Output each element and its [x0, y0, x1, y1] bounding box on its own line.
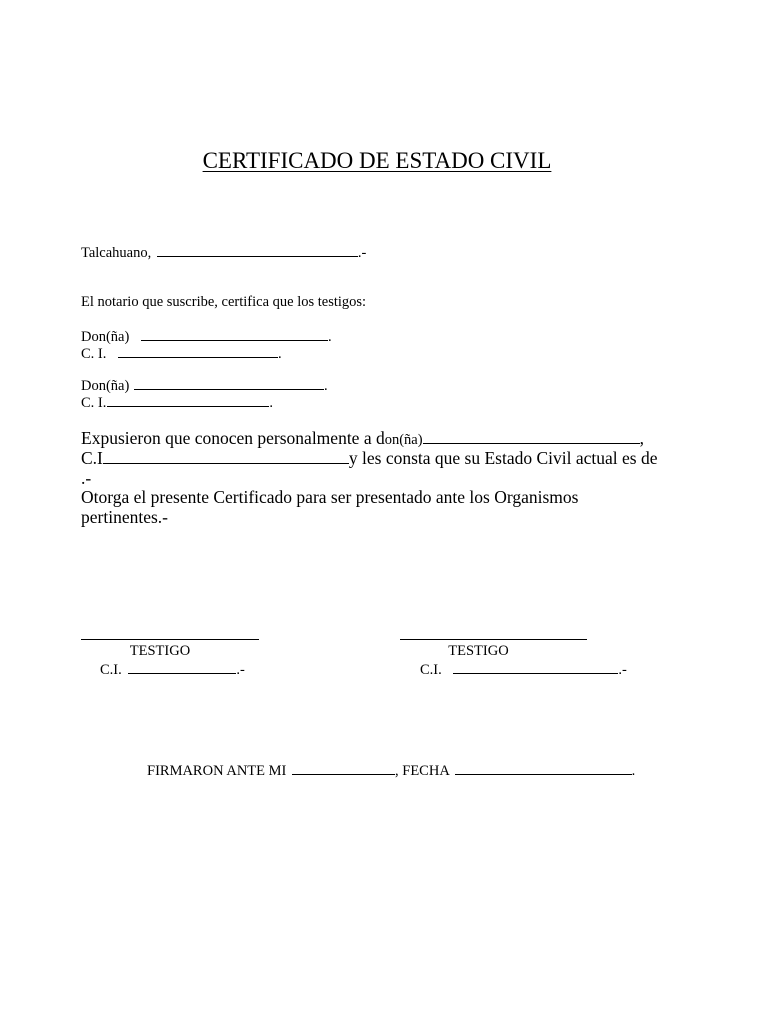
witness-1-ci-suffix: .	[278, 346, 282, 362]
witness-2-name-suffix: .	[323, 378, 328, 394]
body-line-4: Otorga el presente Certificado para ser presentado ante los Organismos	[81, 487, 579, 507]
place-suffix: .-	[357, 245, 367, 261]
witness-1-ci-label: C. I.	[81, 346, 107, 362]
place-label: Talcahuano,	[81, 245, 152, 261]
document-title: CERTIFICADO DE ESTADO CIVIL	[202, 148, 552, 173]
footer-date-blank[interactable]	[455, 761, 632, 775]
footer-date-suffix: .	[631, 763, 636, 779]
witness-2-name-label: Don(ña)	[81, 378, 130, 394]
footer-line	[147, 761, 635, 780]
witness-1-ci-line	[81, 344, 282, 363]
body-line-2-prefix: C.I	[81, 448, 103, 468]
body-line-2-suffix: y les consta que su Estado Civil actual es de	[348, 448, 658, 468]
body-person-blank[interactable]	[423, 428, 640, 444]
witness-2-ci-label: C. I.	[81, 395, 107, 411]
place-date-blank[interactable]	[157, 243, 358, 257]
intro-text: El notario que suscribe, certifica que los testigos:	[81, 294, 367, 310]
body-line-1-small: on(ña)	[384, 432, 423, 448]
witness-1-name-blank[interactable]	[141, 327, 328, 341]
signature-right-label: TESTIGO	[448, 643, 509, 659]
signature-left-ci-blank[interactable]	[128, 660, 236, 674]
signature-left-ci-suffix: .-	[236, 662, 245, 678]
body-ci-blank[interactable]	[103, 448, 349, 464]
body-line-1-suffix: ,	[639, 428, 644, 448]
witness-1-ci-blank[interactable]	[118, 344, 278, 358]
body-line-1	[81, 428, 644, 450]
witness-2-ci-line	[81, 393, 273, 412]
witness-2-ci-blank[interactable]	[107, 393, 269, 407]
witness-1-name-label: Don(ña)	[81, 329, 130, 345]
signature-line-left[interactable]	[81, 639, 259, 640]
signature-left-ci-label: C.I.	[100, 662, 122, 678]
body-line-2	[81, 448, 657, 468]
signature-right-ci-suffix: .-	[618, 662, 627, 678]
signature-right-ci-label: C.I.	[420, 662, 442, 678]
body-line-1-prefix: Expusieron que conocen personalmente a d	[81, 428, 385, 448]
place-line	[81, 243, 366, 262]
footer-date-label: , FECHA	[395, 763, 449, 779]
witness-2-ci-suffix: .	[269, 395, 273, 411]
witness-1-name-suffix: .	[327, 329, 332, 345]
witness-2-name-blank[interactable]	[134, 376, 324, 390]
signature-right-ci-blank[interactable]	[453, 660, 618, 674]
footer-signed-blank[interactable]	[292, 761, 395, 775]
body-line-5: pertinentes.-	[81, 507, 168, 527]
signature-left-label: TESTIGO	[129, 643, 191, 659]
signature-left-ci-line	[100, 660, 245, 679]
signature-right-ci-line	[420, 660, 627, 679]
signature-line-right[interactable]	[400, 639, 587, 640]
footer-signed-label: FIRMARON ANTE MI	[147, 763, 287, 779]
body-line-3: .-	[81, 468, 92, 488]
